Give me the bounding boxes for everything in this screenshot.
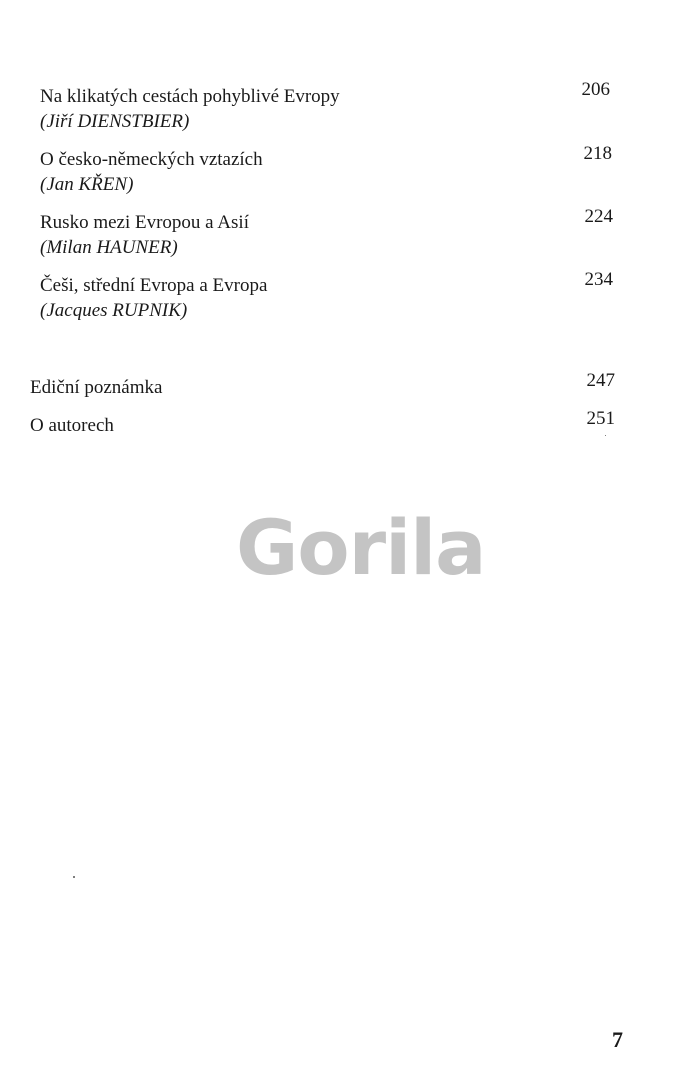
toc-entry-page: 234 [584, 269, 613, 290]
toc-entry-page: 218 [583, 143, 612, 164]
toc-entry-author: (Jan KŘEN) [40, 174, 134, 195]
gorila-watermark: Gorila [236, 503, 486, 592]
toc-entry-page: 206 [581, 79, 610, 100]
toc-entry-author: (Jacques RUPNIK) [40, 300, 188, 321]
toc-entry-author: (Jiří DIENSTBIER) [40, 111, 190, 132]
toc-section-page: 247 [586, 370, 615, 391]
toc-entry-title: Rusko mezi Evropou a Asií [40, 212, 249, 233]
page-number: 7 [612, 1027, 623, 1052]
scan-speck [73, 876, 75, 878]
toc-entry-title: Češi, střední Evropa a Evropa [40, 275, 268, 296]
scan-speck [605, 435, 606, 436]
toc-entry-page: 224 [584, 206, 613, 227]
toc-entry-author: (Milan HAUNER) [40, 237, 178, 258]
toc-entry-title: O česko-německých vztazích [40, 149, 263, 170]
toc-section-title: Ediční poznámka [30, 377, 163, 398]
toc-section-title: O autorech [30, 415, 114, 436]
toc-entry-title: Na klikatých cestách pohyblivé Evropy [40, 86, 340, 107]
toc-section-page: 251 [586, 408, 615, 429]
